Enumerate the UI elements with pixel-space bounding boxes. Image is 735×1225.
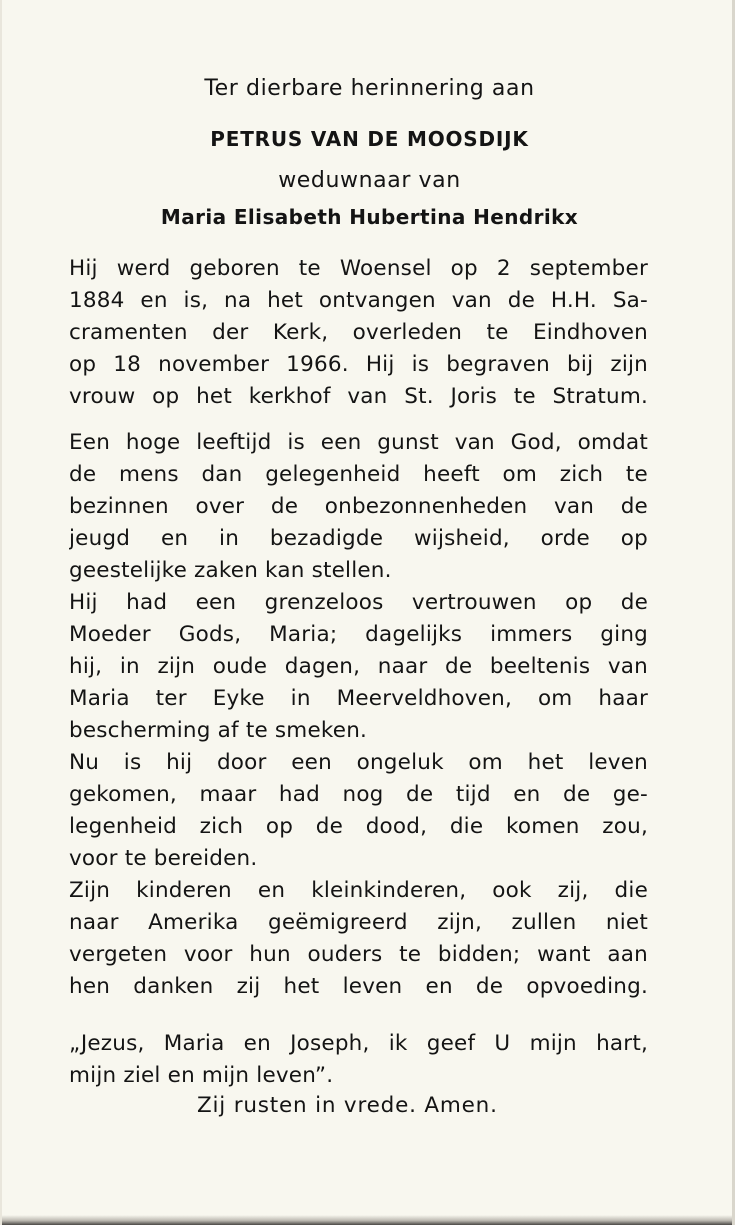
relation-text: weduwnaar van xyxy=(278,168,461,193)
deceased-name: PETRUS VAN DE MOOSDIJK xyxy=(210,127,529,151)
biography-line: 1884 en is, na het ontvangen van de H.H. Sa- xyxy=(69,288,648,313)
intro-text: Ter dierbare herinnering aan xyxy=(204,76,535,101)
closing-text: Zij rusten in vrede. Amen. xyxy=(197,1093,498,1118)
biography-line: Hij werd geboren te Woensel op 2 september xyxy=(69,256,648,281)
reflection-line: Moeder Gods, Maria; dagelijks immers ging xyxy=(69,622,648,647)
reflection-paragraph xyxy=(69,427,648,1003)
biography-line: op 18 november 1966. Hij is begraven bij zijn xyxy=(69,352,648,377)
reflection-line: Een hoge leeftijd is een gunst van God, omdat xyxy=(69,430,648,455)
prayer-line: mijn ziel en mijn leven”. xyxy=(69,1063,334,1088)
biography-line: vrouw op het kerkhof van St. Joris te Stratum. xyxy=(69,384,648,409)
card-bottom-edge xyxy=(2,1215,732,1225)
reflection-line: bescherming af te smeken. xyxy=(69,718,368,743)
biography-line: cramenten der Kerk, overleden te Eindhoven xyxy=(69,320,648,345)
prayer-line: „Jezus, Maria en Joseph, ik geef U mijn hart, xyxy=(69,1031,648,1056)
reflection-line: de mens dan gelegenheid heeft om zich te xyxy=(69,462,648,487)
reflection-line: hij, in zijn oude dagen, naar de beeltenis van xyxy=(69,654,648,679)
reflection-line: geestelijke zaken kan stellen. xyxy=(69,558,392,583)
reflection-line: Hij had een grenzeloos vertrouwen op de xyxy=(69,590,648,615)
biography-paragraph xyxy=(69,253,648,413)
prayer-paragraph xyxy=(69,1028,648,1092)
reflection-line: naar Amerika geëmigreerd zijn, zullen niet xyxy=(69,910,648,935)
reflection-line: Zijn kinderen en kleinkinderen, ook zij, die xyxy=(69,878,648,903)
reflection-line: Maria ter Eyke in Meerveldhoven, om haar xyxy=(69,686,648,711)
reflection-line: jeugd en in bezadigde wijsheid, orde op xyxy=(69,526,648,551)
reflection-line: gekomen, maar had nog de tijd en de ge- xyxy=(69,782,648,807)
reflection-line: voor te bereiden. xyxy=(69,846,258,871)
spouse-name: Maria Elisabeth Hubertina Hendrikx xyxy=(160,205,579,229)
reflection-line: Nu is hij door een ongeluk om het leven xyxy=(69,750,648,775)
reflection-line: legenheid zich op de dood, die komen zou, xyxy=(69,814,648,839)
reflection-line: bezinnen over de onbezonnenheden van de xyxy=(69,494,648,519)
reflection-line: vergeten voor hun ouders te bidden; want aan xyxy=(69,942,648,967)
reflection-line: hen danken zij het leven en de opvoeding. xyxy=(69,974,648,999)
